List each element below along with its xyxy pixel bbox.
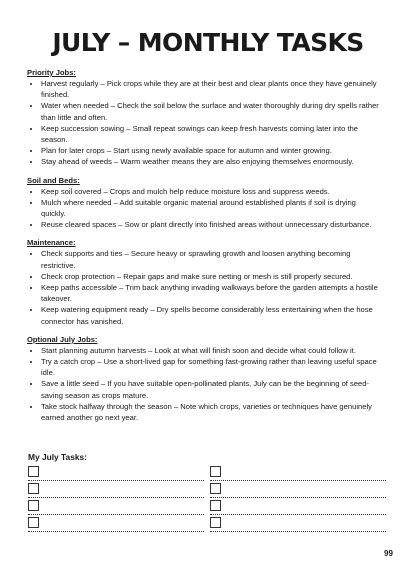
list-item: • Keep soil covered – Crops and mulch help reduce moisture loss and suppress weeds. (41, 186, 379, 197)
task-row[interactable] (210, 464, 386, 481)
list-item: • Plan for later crops – Start using newly available space for autumn and winter growing. (41, 145, 379, 156)
task-section (27, 67, 379, 168)
section-heading: Maintenance: (27, 238, 76, 248)
task-row[interactable] (28, 464, 204, 481)
task-row[interactable] (210, 498, 386, 515)
list-item: • Water when needed – Check the soil below the surface and water thoroughly during dry spells rather than little and often. (41, 100, 379, 122)
task-section (27, 334, 379, 423)
list-item: • Harvest regularly – Pick crops while they are at their best and clear plants once they have genuinely finished. (41, 78, 379, 100)
list-item: • Take stock halfway through the season – Note which crops, varieties or techniques have genuinely earned another go next year. (41, 401, 379, 423)
task-row[interactable] (210, 515, 386, 532)
list-item: • Start planning autumn harvests – Look at what will finish soon and decide what could follow it. (41, 345, 379, 356)
bullet-list (27, 248, 379, 326)
section-heading: Optional July Jobs: (27, 334, 98, 344)
page-title: JULY – MONTHLY TASKS (52, 28, 364, 57)
task-section (27, 237, 379, 326)
task-row[interactable] (210, 481, 386, 498)
list-item: • Mulch where needed – Add suitable organic material around established plants if soil is drying quickly. (41, 197, 379, 219)
bullet-list (27, 78, 379, 168)
list-item: • Keep paths accessible – Trim back anything invading walkways before the garden attempts a hostile takeover. (41, 282, 379, 304)
checkbox[interactable] (210, 466, 221, 477)
bullet-list (27, 345, 379, 423)
list-item: • Check supports and ties – Secure heavy or sprawling growth and loosen anything becoming restrictive. (41, 248, 379, 270)
task-column-right (210, 464, 386, 532)
checkbox[interactable] (28, 517, 39, 528)
section-heading: Soil and Beds: (27, 175, 80, 185)
list-item: • Try a catch crop – Use a short-lived gap for something fast-growing rather than leaving useful space idle. (41, 356, 379, 378)
task-row[interactable] (28, 481, 204, 498)
list-item: • Check crop protection – Repair gaps and make sure netting or mesh is still properly secured. (41, 271, 379, 282)
task-column-left (28, 464, 204, 532)
bullet-list (27, 186, 379, 231)
checkbox[interactable] (210, 500, 221, 511)
checkbox[interactable] (28, 483, 39, 494)
list-item: • Keep watering equipment ready – Dry spells become considerably less entertaining when the hose connector has vanished. (41, 304, 379, 326)
checkbox[interactable] (28, 500, 39, 511)
task-checklist (28, 464, 390, 528)
checkbox[interactable] (28, 466, 39, 477)
list-item: • Keep succession sowing – Small repeat sowings can keep fresh harvests coming later into the season. (41, 123, 379, 145)
tasks-heading: My July Tasks: (28, 452, 87, 462)
page-number: 99 (384, 549, 393, 558)
list-item: • Reuse cleared spaces – Sow or plant directly into finished areas without unnecessary disturbance. (41, 219, 379, 230)
section-heading: Priority Jobs: (27, 68, 76, 77)
task-section (27, 175, 379, 231)
list-item: • Stay ahead of weeds – Warm weather means they are also enjoying themselves enormously. (41, 156, 379, 167)
task-sections (27, 67, 379, 430)
checkbox[interactable] (210, 517, 221, 528)
task-row[interactable] (28, 515, 204, 532)
checkbox[interactable] (210, 483, 221, 494)
task-row[interactable] (28, 498, 204, 515)
list-item: • Save a little seed – If you have suitable open-pollinated plants, July can be the beginning of seed-saving season as crops mature. (41, 378, 379, 400)
